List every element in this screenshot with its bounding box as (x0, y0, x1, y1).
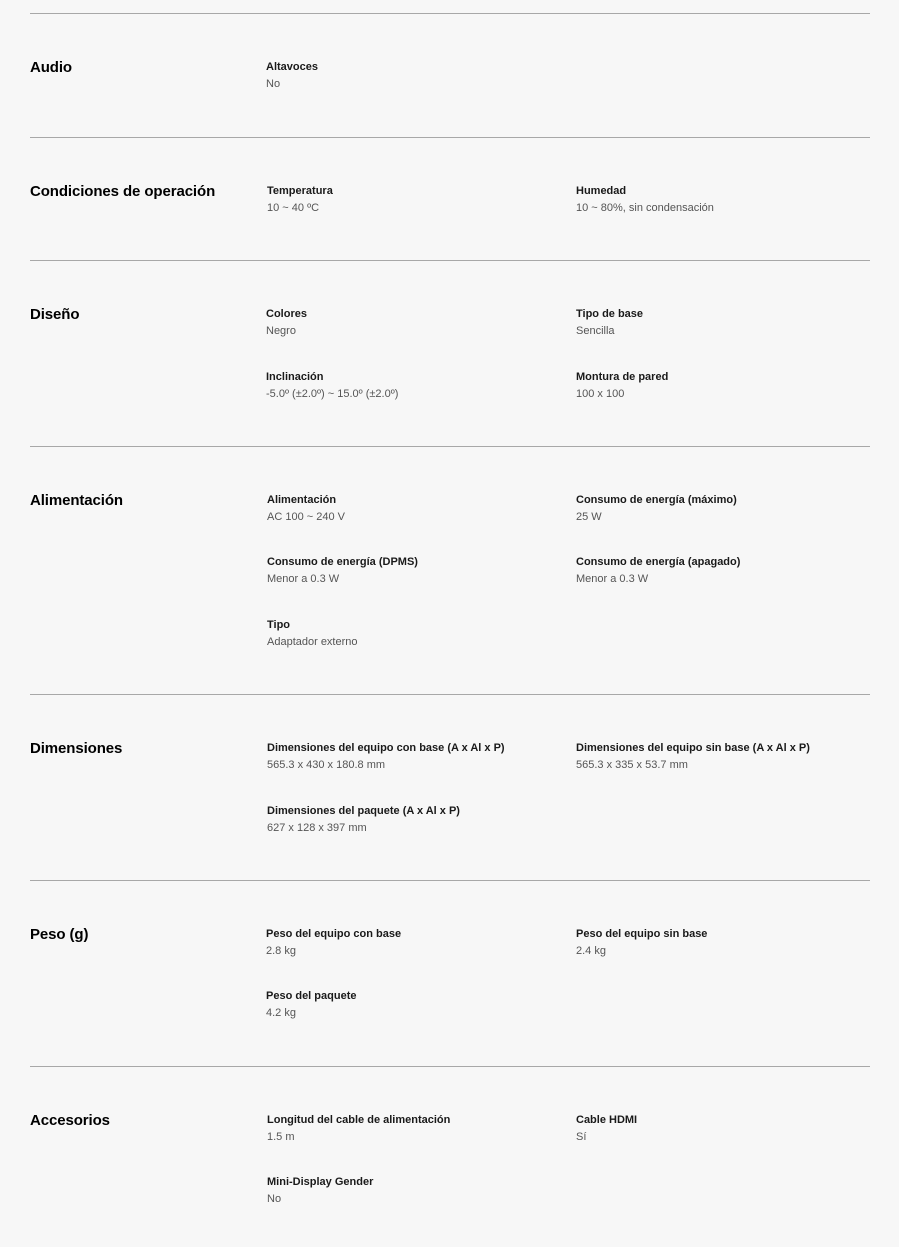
section-diseno (30, 260, 870, 447)
spec-label: Tipo de base (576, 308, 644, 320)
spec-value: No (267, 1193, 282, 1205)
spec-item-mini-display-gender (267, 1175, 567, 1206)
spec-item-dimensiones-con-base (267, 741, 567, 772)
spec-value: 2.4 kg (576, 945, 606, 957)
spec-item-longitud-cable (267, 1113, 567, 1144)
spec-item-alimentacion (267, 493, 567, 524)
spec-label: Mini-Display Gender (267, 1176, 374, 1188)
spec-value: 565.3 x 335 x 53.7 mm (576, 759, 688, 771)
spec-item-humedad (576, 184, 876, 215)
spec-item-cable-hdmi (576, 1113, 876, 1144)
spec-label: Temperatura (267, 185, 333, 197)
spec-item-colores (266, 307, 566, 338)
spec-label: Altavoces (266, 61, 318, 73)
spec-label: Peso del equipo con base (266, 928, 402, 940)
section-title: Condiciones de operación (30, 183, 216, 200)
spec-item-consumo-dpms (267, 555, 567, 586)
spec-value: Sí (576, 1131, 587, 1143)
section-audio (30, 13, 870, 138)
spec-item-temperatura (267, 184, 567, 215)
section-title: Audio (30, 59, 72, 76)
spec-label: Cable HDMI (576, 1114, 638, 1126)
spec-item-dimensiones-paquete (267, 804, 567, 835)
section-dimensiones (30, 694, 870, 881)
spec-item-consumo-apagado (576, 555, 876, 586)
section-accesorios (30, 1066, 870, 1247)
spec-value: 100 x 100 (576, 388, 625, 400)
spec-label: Colores (266, 308, 307, 320)
section-title: Alimentación (30, 492, 123, 509)
spec-label: Dimensiones del equipo sin base (A x Al x P) (576, 742, 810, 754)
spec-item-peso-con-base (266, 927, 566, 958)
spec-label: Longitud del cable de alimentación (267, 1114, 451, 1126)
spec-label: Dimensiones del paquete (A x Al x P) (267, 805, 460, 817)
spec-value: 10 ~ 40 ºC (267, 202, 320, 214)
spec-value: 4.2 kg (266, 1007, 296, 1019)
spec-value: Menor a 0.3 W (576, 573, 649, 585)
spec-label: Inclinación (266, 371, 324, 383)
spec-label: Consumo de energía (apagado) (576, 556, 741, 568)
spec-value: 2.8 kg (266, 945, 296, 957)
section-title: Dimensiones (30, 740, 123, 757)
section-title: Accesorios (30, 1112, 110, 1129)
section-title: Peso (g) (30, 926, 89, 943)
spec-label: Peso del equipo sin base (576, 928, 708, 940)
spec-value: 565.3 x 430 x 180.8 mm (267, 759, 386, 771)
spec-value: Sencilla (576, 325, 615, 337)
spec-item-consumo-maximo (576, 493, 876, 524)
spec-label: Consumo de energía (DPMS) (267, 556, 418, 568)
spec-value: 1.5 m (267, 1131, 295, 1143)
spec-item-dimensiones-sin-base (576, 741, 876, 772)
spec-value: Adaptador externo (267, 636, 358, 648)
spec-value: 627 x 128 x 397 mm (267, 822, 367, 834)
spec-item-inclinacion (266, 370, 566, 401)
spec-value: No (266, 78, 281, 90)
spec-value: -5.0º (±2.0º) ~ 15.0º (±2.0º) (266, 388, 399, 400)
spec-label: Humedad (576, 185, 627, 197)
spec-value: Menor a 0.3 W (267, 573, 340, 585)
spec-item-montura-de-pared (576, 370, 876, 401)
section-condiciones (30, 137, 870, 261)
section-peso (30, 880, 870, 1067)
spec-label: Consumo de energía (máximo) (576, 494, 737, 506)
spec-item-altavoces (266, 60, 566, 91)
spec-value: Negro (266, 325, 296, 337)
spec-value: 10 ~ 80%, sin condensación (576, 202, 714, 214)
spec-label: Tipo (267, 619, 291, 631)
spec-value: 25 W (576, 511, 602, 523)
spec-label: Alimentación (267, 494, 337, 506)
spec-item-tipo (267, 618, 567, 649)
spec-item-peso-paquete (266, 989, 566, 1020)
section-title: Diseño (30, 306, 80, 323)
spec-item-tipo-de-base (576, 307, 876, 338)
spec-item-peso-sin-base (576, 927, 876, 958)
spec-label: Dimensiones del equipo con base (A x Al x P) (267, 742, 505, 754)
spec-value: AC 100 ~ 240 V (267, 511, 345, 523)
spec-label: Peso del paquete (266, 990, 357, 1002)
spec-label: Montura de pared (576, 371, 669, 383)
section-alimentacion (30, 446, 870, 695)
